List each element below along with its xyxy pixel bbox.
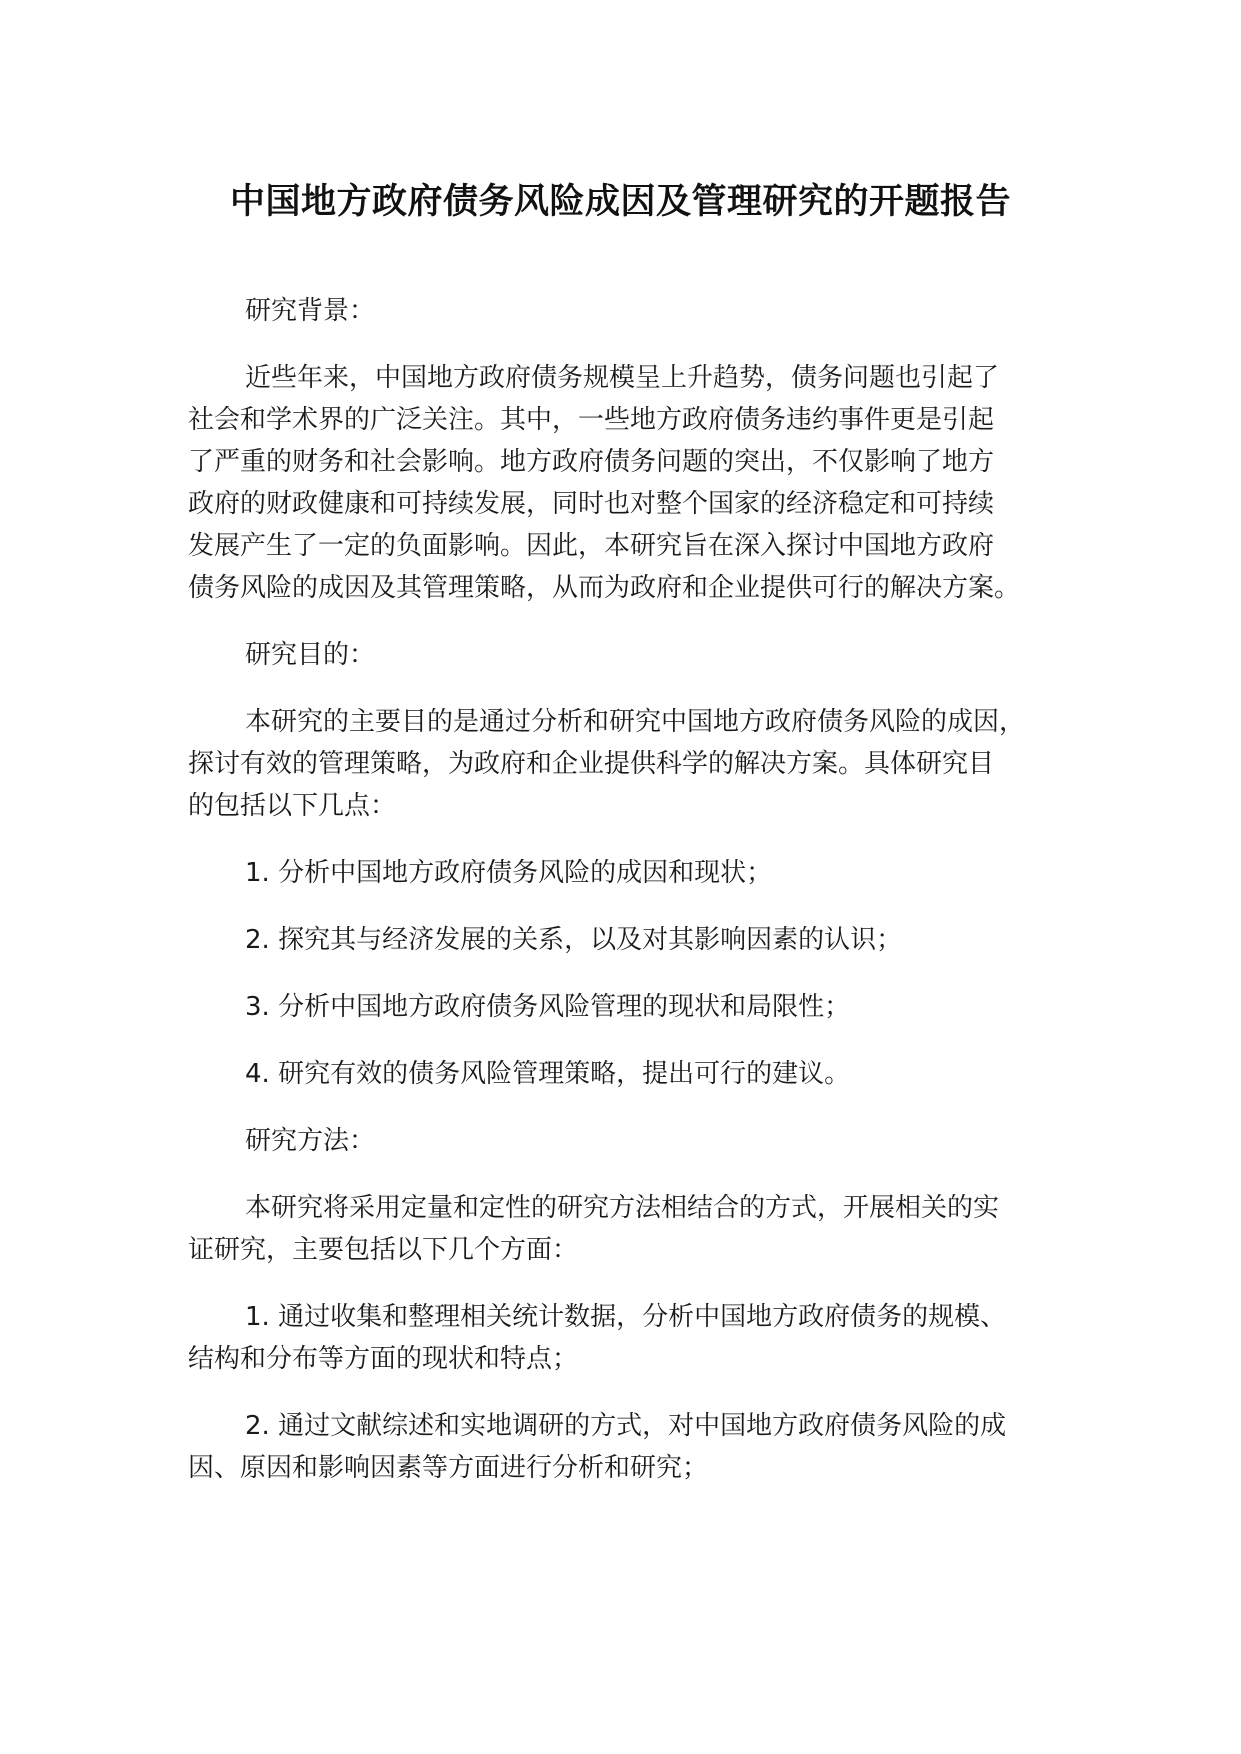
heading-research-background bbox=[188, 290, 1048, 332]
text-line: 债务风险的成因及其管理策略，从而为政府和企业提供可行的解决方案。 bbox=[188, 573, 1021, 603]
text-line: 结构和分布等方面的现状和特点； bbox=[188, 1344, 579, 1374]
text-line: 本研究将采用定量和定性的研究方法相结合的方式，开展相关的实 bbox=[245, 1193, 1000, 1223]
text-line: 政府的财政健康和可持续发展，同时也对整个国家的经济稳定和可持续 bbox=[188, 489, 995, 519]
document-body bbox=[188, 290, 1048, 1514]
paragraph-research-background bbox=[188, 357, 1048, 609]
text-line: 社会和学术界的广泛关注。其中，一些地方政府债务违约事件更是引起 bbox=[188, 405, 995, 435]
text-line: 4. 研究有效的债务风险管理策略，提出可行的建议。 bbox=[245, 1059, 851, 1089]
text-line: 1. 通过收集和整理相关统计数据，分析中国地方政府债务的规模、 bbox=[245, 1302, 1007, 1332]
paragraph-research-purpose bbox=[188, 701, 1048, 827]
list-item-purpose-3 bbox=[188, 986, 1048, 1028]
text-line: 研究背景： bbox=[245, 296, 376, 326]
paragraph-research-method bbox=[188, 1187, 1048, 1271]
text-line: 因、原因和影响因素等方面进行分析和研究； bbox=[188, 1453, 709, 1483]
text-line: 证研究，主要包括以下几个方面： bbox=[188, 1235, 579, 1265]
text-line: 发展产生了一定的负面影响。因此，本研究旨在深入探讨中国地方政府 bbox=[188, 531, 995, 561]
list-item-method-1 bbox=[188, 1296, 1048, 1380]
text-line: 了严重的财务和社会影响。地方政府债务问题的突出，不仅影响了地方 bbox=[188, 447, 995, 477]
list-item-purpose-1 bbox=[188, 852, 1048, 894]
list-item-method-2 bbox=[188, 1405, 1048, 1489]
text-line: 的包括以下几点： bbox=[188, 791, 397, 821]
text-line: 3. 分析中国地方政府债务风险管理的现状和局限性； bbox=[245, 992, 851, 1022]
text-line: 近些年来，中国地方政府债务规模呈上升趋势，债务问题也引起了 bbox=[245, 363, 1000, 393]
text-line: 2. 探究其与经济发展的关系，以及对其影响因素的认识； bbox=[245, 925, 903, 955]
text-line: 2. 通过文献综述和实地调研的方式，对中国地方政府债务风险的成 bbox=[245, 1411, 1007, 1441]
text-line: 探讨有效的管理策略，为政府和企业提供科学的解决方案。具体研究目 bbox=[188, 749, 995, 779]
text-line: 研究方法： bbox=[245, 1126, 376, 1156]
text-line: 研究目的： bbox=[245, 640, 376, 670]
text-line: 1. 分析中国地方政府债务风险的成因和现状； bbox=[245, 858, 773, 888]
heading-research-method bbox=[188, 1120, 1048, 1162]
heading-research-purpose bbox=[188, 634, 1048, 676]
document-title: 中国地方政府债务风险成因及管理研究的开题报告 bbox=[229, 182, 1011, 222]
list-item-purpose-4 bbox=[188, 1053, 1048, 1095]
list-item-purpose-2 bbox=[188, 919, 1048, 961]
text-line: 本研究的主要目的是通过分析和研究中国地方政府债务风险的成因， bbox=[245, 707, 1026, 737]
